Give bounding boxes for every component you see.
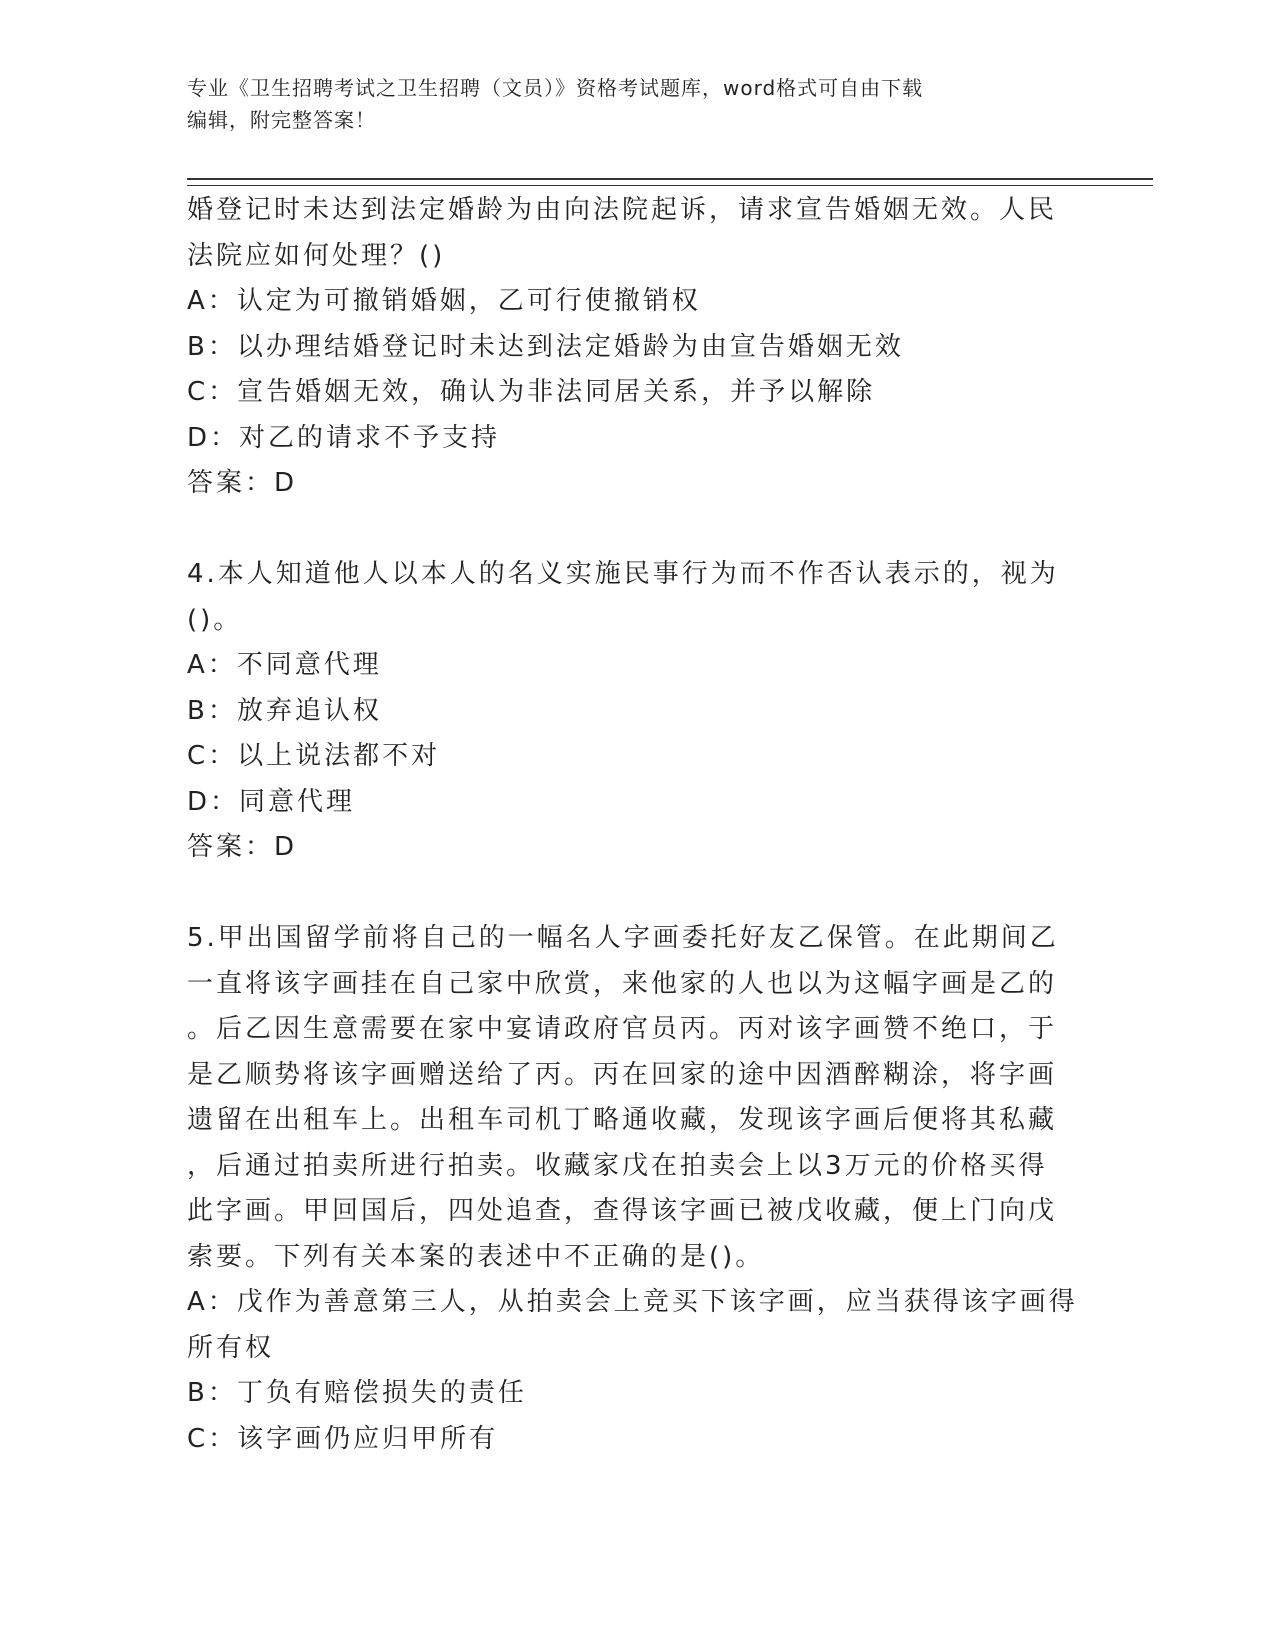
header-line-2: 编辑，附完整答案！ bbox=[187, 108, 376, 132]
question-stem-line: 索要。下列有关本案的表述中不正确的是()。 bbox=[187, 1241, 765, 1272]
question-stem-line: 婚登记时未达到法定婚龄为由向法院起诉，请求宣告婚姻无效。人民 bbox=[187, 195, 1058, 225]
header-line-1: 专业《卫生招聘考试之卫生招聘（文员）》资格考试题库，word格式可自由下载 bbox=[187, 76, 924, 100]
option-c: C：该字画仍应归甲所有 bbox=[187, 1423, 499, 1454]
option-c: C：宣告婚姻无效，确认为非法同居关系，并予以解除 bbox=[187, 377, 876, 407]
option-a: A：认定为可撤销婚姻，乙可行使撤销权 bbox=[187, 286, 701, 316]
option-a: A：不同意代理 bbox=[187, 650, 382, 680]
answer-label: 答案：D bbox=[187, 468, 298, 498]
option-d: D：对乙的请求不予支持 bbox=[187, 422, 501, 453]
header-rule-thin bbox=[187, 185, 1153, 186]
question-3 bbox=[187, 188, 1087, 507]
question-spacer bbox=[187, 507, 1087, 553]
question-stem-line: 一直将该字画挂在自己家中欣赏，来他家的人也以为这幅字画是乙的 bbox=[187, 968, 1058, 999]
option-c: C：以上说法都不对 bbox=[187, 741, 441, 771]
option-a: A：戊作为善意第三人，从拍卖会上竞买下该字画，应当获得该字画得 bbox=[187, 1287, 1078, 1317]
question-stem-line: 。后乙因生意需要在家中宴请政府官员丙。丙对该字画赞不绝口，于 bbox=[187, 1014, 1058, 1044]
option-b: B：放弃追认权 bbox=[187, 695, 382, 726]
question-content bbox=[187, 188, 1087, 1462]
question-stem-line: 法院应如何处理？() bbox=[187, 240, 446, 271]
header-rule-thick bbox=[187, 178, 1153, 180]
document-header bbox=[187, 72, 1087, 136]
option-b: B：丁负有赔偿损失的责任 bbox=[187, 1378, 527, 1408]
option-b: B：以办理结婚登记时未达到法定婚龄为由宣告婚姻无效 bbox=[187, 331, 904, 362]
question-stem-line: 此字画。甲回国后，四处追查，查得该字画已被戊收藏，便上门向戊 bbox=[187, 1196, 1058, 1226]
question-5 bbox=[187, 916, 1087, 1462]
question-stem-line: 是乙顺势将该字画赠送给了丙。丙在回家的途中因酒醉糊涂，将字画 bbox=[187, 1059, 1058, 1090]
question-spacer bbox=[187, 871, 1087, 917]
answer-label: 答案：D bbox=[187, 832, 298, 862]
question-4 bbox=[187, 552, 1087, 871]
question-stem-line: ，后通过拍卖所进行拍卖。收藏家戊在拍卖会上以3万元的价格买得 bbox=[187, 1150, 1048, 1181]
question-stem-line: 4.本人知道他人以本人的名义实施民事行为而不作否认表示的，视为 bbox=[187, 559, 1059, 589]
question-stem-line: 遗留在出租车上。出租车司机丁略通收藏，发现该字画后便将其私藏 bbox=[187, 1105, 1058, 1135]
option-d: D：同意代理 bbox=[187, 786, 356, 817]
option-a-continued: 所有权 bbox=[187, 1332, 275, 1363]
question-stem-line: 5.甲出国留学前将自己的一幅名人字画委托好友乙保管。在此期间乙 bbox=[187, 923, 1059, 953]
question-stem-line: ()。 bbox=[187, 604, 243, 635]
